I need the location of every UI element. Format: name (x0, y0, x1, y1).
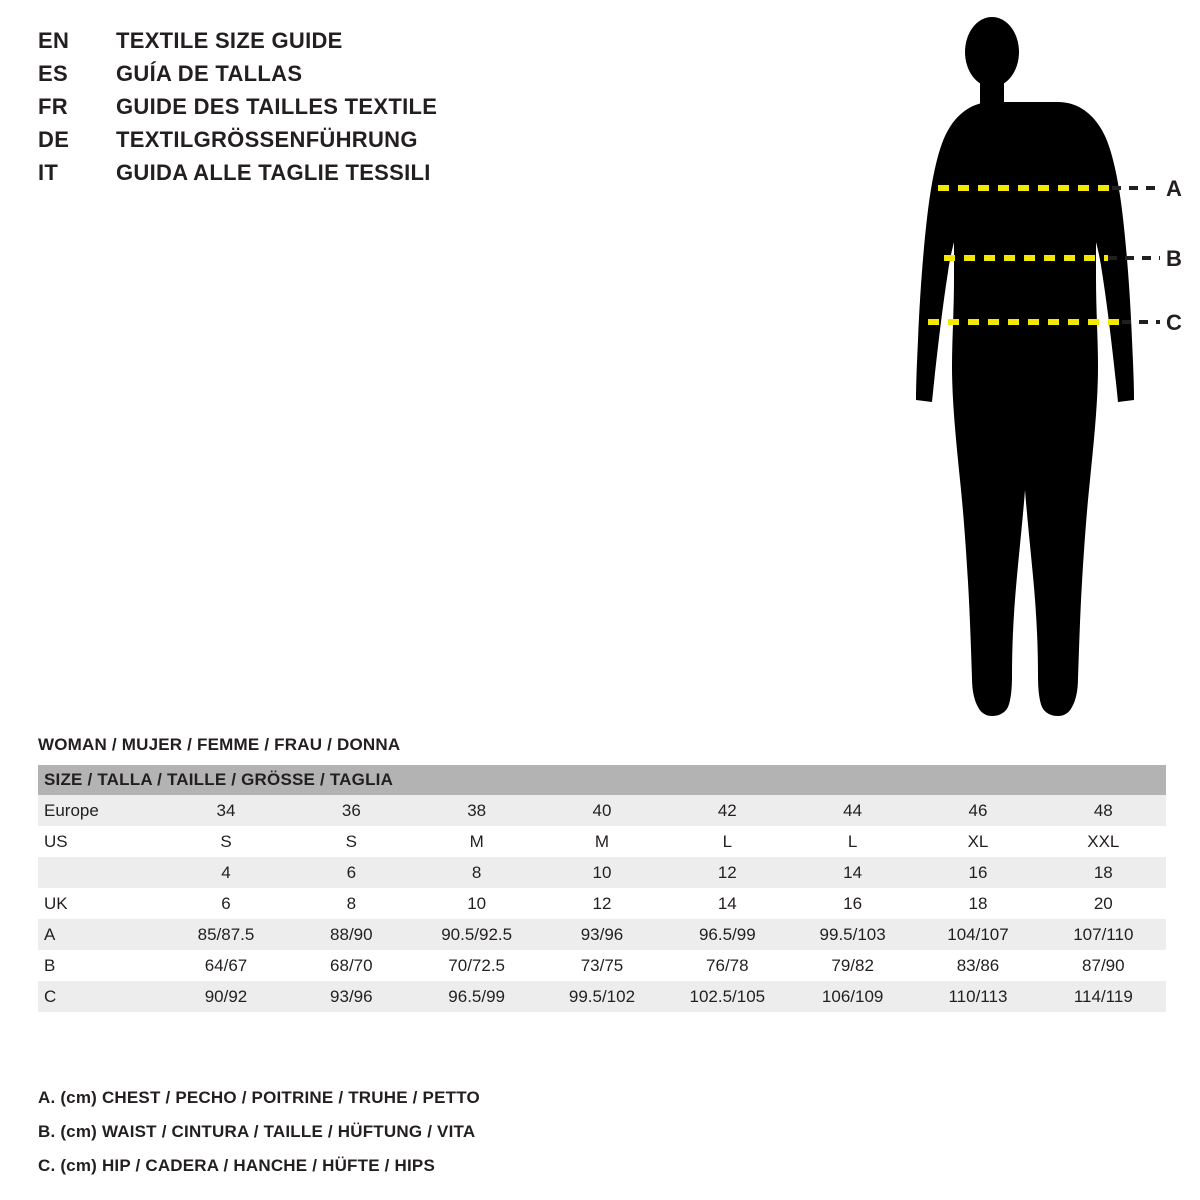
table-cell: 90.5/92.5 (414, 919, 539, 950)
title-language-text: GUIDA ALLE TAGLIE TESSILI (116, 160, 431, 185)
table-cell: 106/109 (790, 981, 915, 1012)
table-row (38, 826, 1166, 857)
title-language-text: TEXTILGRÖSSENFÜHRUNG (116, 127, 418, 152)
title-row (38, 28, 638, 61)
table-cell: 70/72.5 (414, 950, 539, 981)
title-language-text: TEXTILE SIZE GUIDE (116, 28, 343, 53)
table-cell: 107/110 (1041, 919, 1166, 950)
table-cell: 42 (665, 795, 790, 826)
legend-item-hip: C. (cm) HIP / CADERA / HANCHE / HÜFTE / HIPS (38, 1156, 436, 1175)
title-language-code: EN (38, 28, 70, 53)
size-table-section (38, 735, 1166, 1012)
row-label: C (38, 981, 163, 1012)
title-language-code: ES (38, 61, 68, 86)
measure-letter-a: A (1166, 176, 1182, 201)
table-cell: 114/119 (1041, 981, 1166, 1012)
table-cell: 88/90 (289, 919, 414, 950)
table-cell: 83/86 (915, 950, 1040, 981)
table-cell: M (414, 826, 539, 857)
table-cell: 10 (414, 888, 539, 919)
table-cell: 14 (790, 857, 915, 888)
measure-letter-b: B (1166, 246, 1182, 271)
measure-letter-c: C (1166, 310, 1182, 335)
table-cell: L (665, 826, 790, 857)
title-language-code: FR (38, 94, 68, 119)
measurement-legend (38, 1088, 938, 1190)
title-row (38, 160, 638, 193)
row-label: UK (38, 888, 163, 919)
title-language-text: GUÍA DE TALLAS (116, 61, 303, 86)
table-cell: 36 (289, 795, 414, 826)
table-cell: 40 (539, 795, 664, 826)
legend-item-chest: A. (cm) CHEST / PECHO / POITRINE / TRUHE / PETTO (38, 1088, 480, 1107)
table-cell: 99.5/103 (790, 919, 915, 950)
table-cell: 46 (915, 795, 1040, 826)
table-cell: 14 (665, 888, 790, 919)
table-cell: 90/92 (163, 981, 288, 1012)
table-cell: 104/107 (915, 919, 1040, 950)
table-header-row (38, 765, 1166, 795)
table-cell: L (790, 826, 915, 857)
table-cell: 73/75 (539, 950, 664, 981)
table-row (38, 857, 1166, 888)
table-cell: 93/96 (289, 981, 414, 1012)
table-cell: 6 (289, 857, 414, 888)
table-row (38, 919, 1166, 950)
table-cell: S (163, 826, 288, 857)
table-cell: 6 (163, 888, 288, 919)
table-cell: XL (915, 826, 1040, 857)
table-cell: 64/67 (163, 950, 288, 981)
legend-item-waist: B. (cm) WAIST / CINTURA / TAILLE / HÜFTUNG / VITA (38, 1122, 476, 1141)
table-cell: 16 (790, 888, 915, 919)
table-cell: 4 (163, 857, 288, 888)
row-label (38, 857, 163, 888)
table-cell: 87/90 (1041, 950, 1166, 981)
table-cell: 16 (915, 857, 1040, 888)
size-table-header: SIZE / TALLA / TAILLE / GRÖSSE / TAGLIA (38, 765, 1166, 795)
table-row (38, 950, 1166, 981)
table-cell: XXL (1041, 826, 1166, 857)
size-table (38, 765, 1166, 1012)
table-cell: 10 (539, 857, 664, 888)
table-cell: 18 (1041, 857, 1166, 888)
title-row (38, 127, 638, 160)
table-cell: 34 (163, 795, 288, 826)
row-label: A (38, 919, 163, 950)
table-cell: 85/87.5 (163, 919, 288, 950)
table-row (38, 795, 1166, 826)
table-cell: 48 (1041, 795, 1166, 826)
row-label: US (38, 826, 163, 857)
table-cell: 12 (539, 888, 664, 919)
table-cell: 96.5/99 (414, 981, 539, 1012)
table-cell: 20 (1041, 888, 1166, 919)
title-language-code: IT (38, 160, 59, 185)
size-table-group-label: WOMAN / MUJER / FEMME / FRAU / DONNA (38, 735, 401, 754)
size-guide-title-block (38, 28, 638, 193)
table-cell: 96.5/99 (665, 919, 790, 950)
table-cell: M (539, 826, 664, 857)
table-cell: 12 (665, 857, 790, 888)
row-label: B (38, 950, 163, 981)
table-cell: 79/82 (790, 950, 915, 981)
title-language-text: GUIDE DES TAILLES TEXTILE (116, 94, 438, 119)
title-language-code: DE (38, 127, 70, 152)
table-cell: 44 (790, 795, 915, 826)
table-row (38, 981, 1166, 1012)
table-cell: 99.5/102 (539, 981, 664, 1012)
table-cell: 68/70 (289, 950, 414, 981)
table-cell: 93/96 (539, 919, 664, 950)
table-cell: S (289, 826, 414, 857)
table-cell: 110/113 (915, 981, 1040, 1012)
table-row (38, 888, 1166, 919)
table-cell: 8 (414, 857, 539, 888)
table-cell: 18 (915, 888, 1040, 919)
body-figure (860, 10, 1190, 740)
table-cell: 102.5/105 (665, 981, 790, 1012)
title-row (38, 94, 638, 127)
table-cell: 76/78 (665, 950, 790, 981)
table-cell: 8 (289, 888, 414, 919)
table-cell: 38 (414, 795, 539, 826)
row-label: Europe (38, 795, 163, 826)
female-silhouette-icon (860, 10, 1190, 740)
title-row (38, 61, 638, 94)
